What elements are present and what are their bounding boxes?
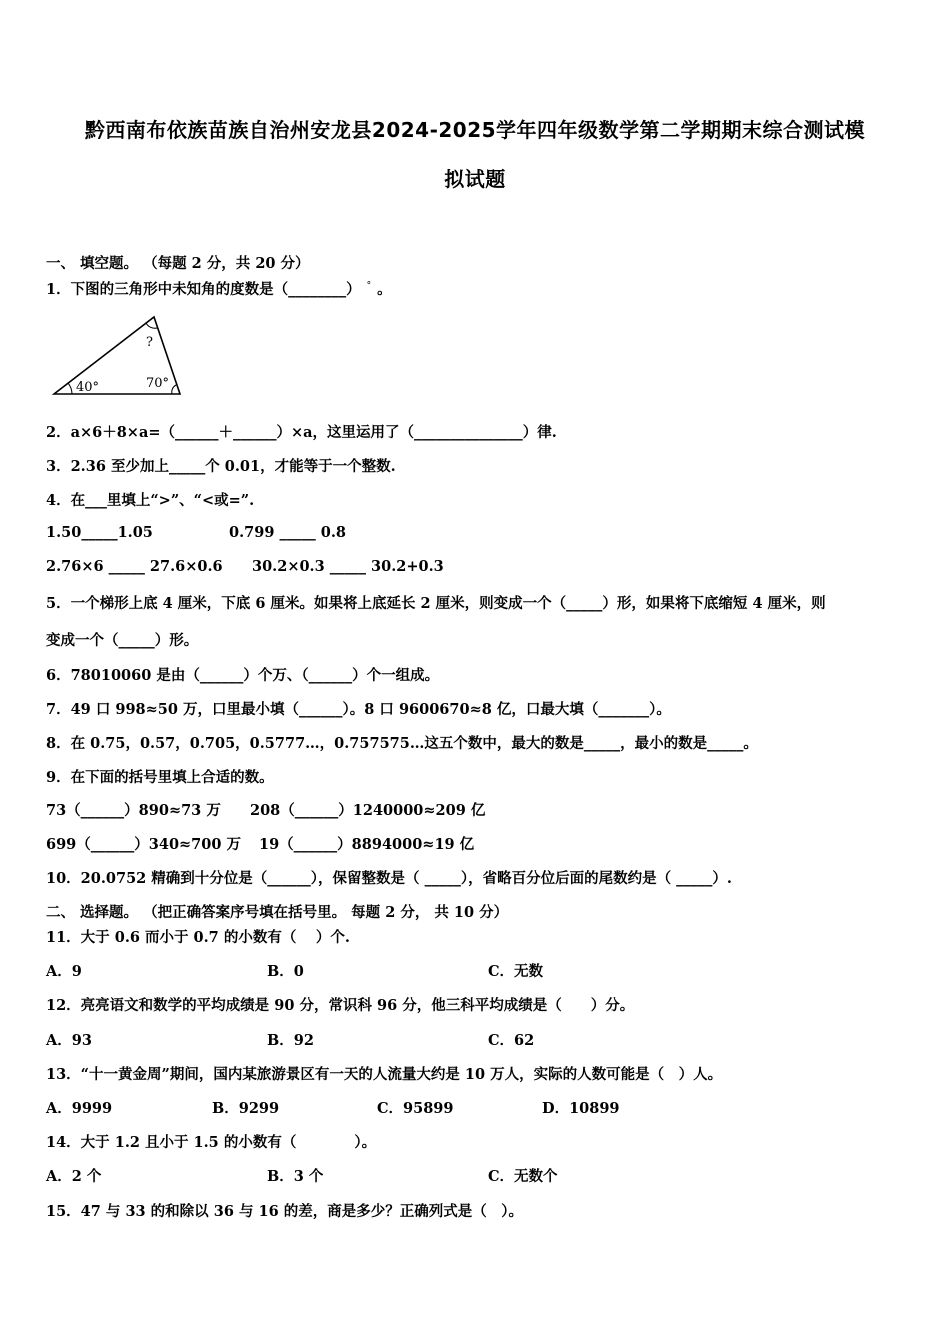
question-4: 4．在___里填上“>”、“<或=”. (46, 492, 255, 509)
angle-arc-right (172, 385, 176, 394)
section-1-header: 一、 填空题。 （每题 2 分，共 20 分） (46, 255, 310, 272)
question-14-option-a: A．2 个 (46, 1168, 102, 1185)
question-11-option-a: A．9 (46, 963, 82, 980)
angle-arc-left (68, 383, 72, 394)
question-15: 15．47 与 33 的和除以 36 与 16 的差，商是多少？正确列式是（ ）。 (46, 1203, 523, 1220)
question-14-option-b: B．3 个 (267, 1168, 324, 1185)
question-11-option-b: B．0 (267, 963, 304, 980)
question-5-line-1: 5．一个梯形上底 4 厘米，下底 6 厘米。如果将上底延长 2 厘米，则变成一个（_____）形，如果将下底缩短 4 厘米，则 (46, 595, 826, 612)
question-12-option-b: B．92 (267, 1032, 314, 1049)
question-9-item-3: 699（______）340≈700 万 (46, 836, 241, 853)
question-13-option-c: C．95899 (377, 1100, 454, 1117)
question-4-item-1: 1.50_____1.05 (46, 524, 153, 541)
question-14-option-c: C．无数个 (488, 1168, 558, 1185)
question-6: 6．78010060 是由（______）个万、（______）个一组成。 (46, 667, 440, 684)
angle-label-unknown: ? (146, 335, 153, 350)
question-5-line-2: 变成一个（_____）形。 (46, 632, 199, 649)
question-12-option-a: A．93 (46, 1032, 92, 1049)
question-12-option-c: C．62 (488, 1032, 535, 1049)
question-9: 9．在下面的括号里填上合适的数。 (46, 769, 274, 786)
question-8: 8．在 0.75，0.57，0.705，0.5777…，0.757575…这五个数中，最大的数是_____，最小的数是_____。 (46, 735, 758, 752)
angle-arc-top (146, 323, 157, 328)
question-11: 11．大于 0.6 而小于 0.7 的小数有（ ）个. (46, 929, 350, 946)
angle-label-right: 70° (146, 376, 170, 391)
question-10: 10．20.0752 精确到十分位是（______），保留整数是（ _____），省略百分位后面的尾数约是（ _____）. (46, 870, 732, 887)
question-1 (46, 278, 392, 299)
question-9-item-2: 208（______）1240000≈209 亿 (250, 802, 486, 819)
question-9-item-1: 73（______）890≈73 万 (46, 802, 221, 819)
section-2-header: 二、 选择题。 （把正确答案序号填在括号里。 每题 2 分， 共 10 分） (46, 904, 509, 921)
question-4-item-3: 2.76×6 _____ 27.6×0.6 (46, 558, 223, 575)
question-9-item-4: 19（______）8894000≈19 亿 (259, 836, 475, 853)
question-4-item-4: 30.2×0.3 _____ 30.2+0.3 (252, 558, 444, 575)
doc-title-line-2: 拟试题 (444, 167, 506, 191)
question-3: 3．2.36 至少加上_____个 0.01，才能等于一个整数. (46, 458, 396, 475)
question-2: 2．a×6＋8×a=（______＋______）×a，这里运用了（_______________）律. (46, 424, 557, 441)
question-1-tail: 。 (377, 281, 392, 298)
question-13-option-d: D．10899 (542, 1100, 620, 1117)
question-14: 14．大于 1.2 且小于 1.5 的小数有（ ）。 (46, 1134, 377, 1151)
question-4-item-2: 0.799 _____ 0.8 (229, 524, 346, 541)
triangle-figure (50, 312, 190, 402)
question-13-option-a: A．9999 (46, 1100, 113, 1117)
question-11-option-c: C．无数 (488, 963, 544, 980)
question-12: 12．亮亮语文和数学的平均成绩是 90 分，常识科 96 分，他三科平均成绩是（ ）分。 (46, 997, 635, 1014)
question-13: 13．“十一黄金周”期间，国内某旅游景区有一天的人流量大约是 10 万人，实际的人数可能是（ ）人。 (46, 1066, 723, 1083)
angle-label-left: 40° (76, 380, 100, 395)
question-1-text: 1．下图的三角形中未知角的度数是（________） (46, 281, 361, 298)
question-13-option-b: B．9299 (212, 1100, 280, 1117)
degree-mark: ° (366, 281, 372, 292)
doc-title-line-1: 黔西南布依族苗族自治州安龙县2024-2025学年四年级数学第二学期期末综合测试模 (84, 118, 866, 142)
question-7: 7．49 口 998≈50 万，口里最小填（______）。8 口 9600670≈8 亿，口最大填（_______）。 (46, 701, 671, 718)
